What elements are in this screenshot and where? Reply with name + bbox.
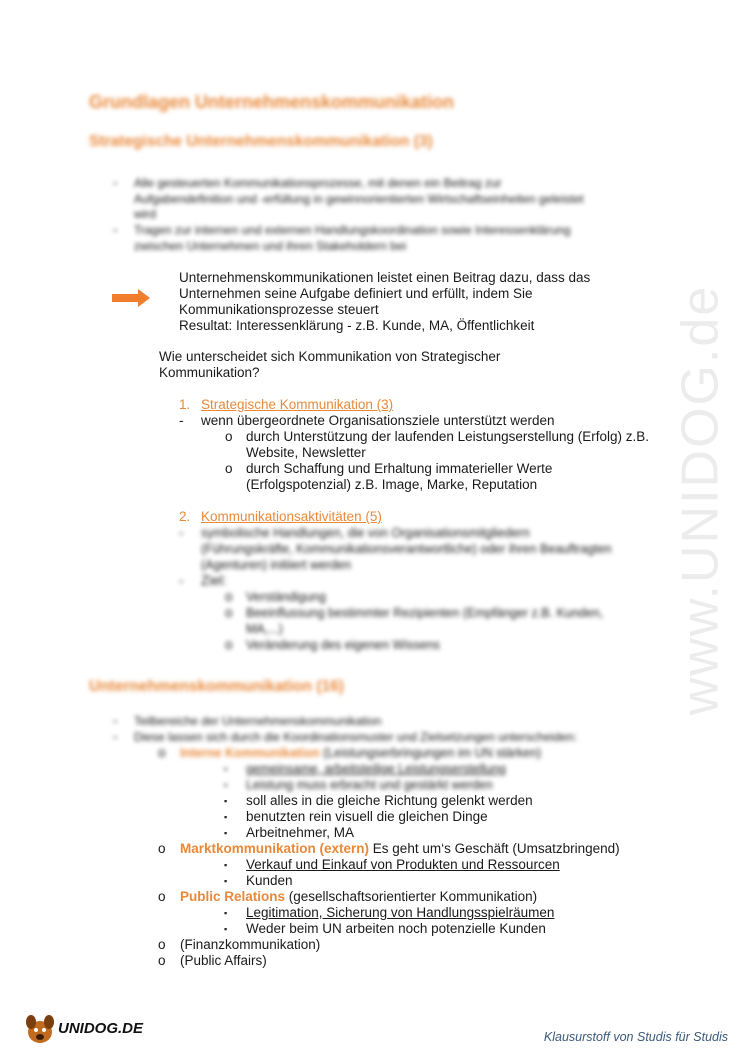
bullet-circle: o	[158, 937, 166, 952]
bullet-dash: -	[113, 175, 118, 190]
bullet-square: ▪	[224, 860, 228, 870]
item2-label: Kommunikationsaktivitäten (5)	[201, 509, 382, 524]
logo-text: UNIDOG.DE	[58, 1020, 144, 1037]
bullet-circle: o	[158, 841, 166, 856]
pr-line: Public Relations (gesellschaftsorientierter Kommunikation)	[180, 889, 538, 904]
section1-heading: Strategische Unternehmenskommunikation (3)	[89, 133, 433, 150]
page-title: Grundlagen Unternehmenskommunikation	[89, 92, 455, 112]
bullet-dash: -	[179, 413, 184, 428]
bullet-circle: o	[225, 461, 233, 476]
list-number: 2.	[179, 509, 191, 524]
footer-tagline: Klausurstoff von Studis für Studis	[543, 1030, 728, 1044]
section2-heading: Unternehmenskommunikation (16)	[89, 678, 344, 695]
dog-icon	[22, 1012, 58, 1046]
footer-logo	[22, 1010, 162, 1048]
bullet-square: ▪	[224, 828, 228, 838]
markt-line: Marktkommunikation (extern) Es geht um‘s Geschäft (Umsatzbringend)	[180, 841, 620, 856]
bullet-circle: o	[158, 953, 166, 968]
bullet-square: ▪	[224, 908, 228, 918]
bullet-dash: -	[113, 222, 118, 237]
bullet-square: ▪	[224, 796, 228, 806]
bullet-square: ▪	[224, 876, 228, 886]
item1-text: wenn übergeordnete Organisationsziele unterstützt werden	[201, 413, 555, 428]
item1-label: Strategische Kommunikation (3)	[201, 397, 394, 412]
watermark: www.UNIDOG.de	[671, 284, 729, 716]
bullet-square: ▪	[224, 924, 228, 934]
arrow-right-icon	[112, 288, 152, 308]
bullet-circle: o	[158, 889, 166, 904]
bullet-circle: o	[225, 429, 233, 444]
list-number: 1.	[179, 397, 191, 412]
bullet-square: ▪	[224, 812, 228, 822]
